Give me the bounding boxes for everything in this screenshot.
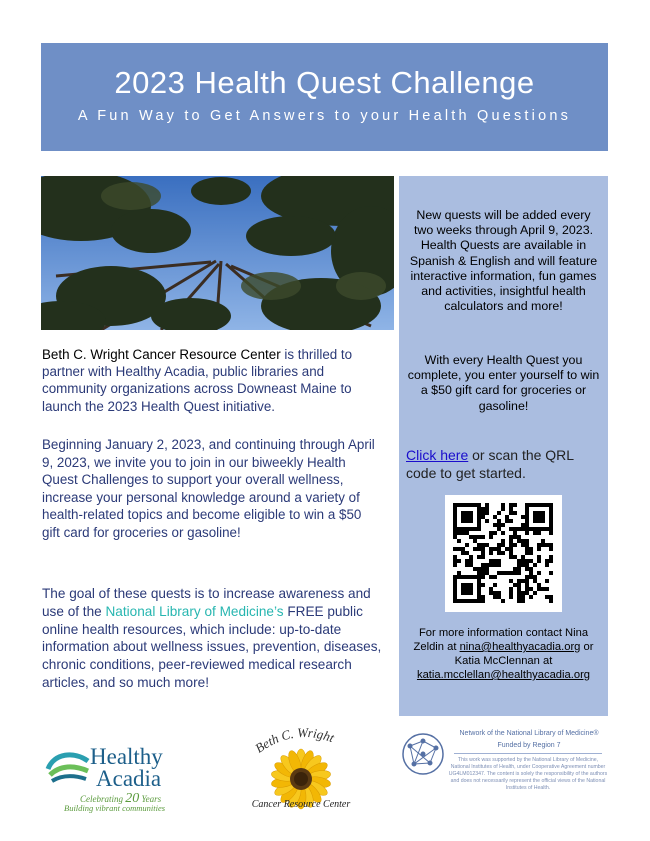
email-link-katia[interactable]: katia.mcclellan@healthyacadia.org [416,669,591,681]
qr-code[interactable] [445,495,562,612]
network-globe-icon [400,731,446,777]
contact-info: For more information contact Nina Zeldin at nina@healthyacadia.org or Katia McClennan at katia.mcclellan@healthyacadia.org [413,627,594,681]
page-subtitle: A Fun Way to Get Answers to your Health Questions [77,108,572,124]
bw-bottom-text: Cancer Resource Center [251,799,351,810]
org-name: Beth C. Wright Cancer Resource Center [42,347,281,362]
healthy-acadia-logo [44,743,184,813]
quests-info: New quests will be added every two weeks through April 9, 2023. Health Quests are available in Spanish & English and will feature interactive information, fun games and activities, insightful health calculators and more! [409,208,598,314]
invite-paragraph: Beginning January 2, 2023, and continuing through April 9, 2023, we invite you to join in our biweekly Health Quest Challenges to support your overall wellness, increase your personal knowledge around a variety of health-related topics and become eligible to win a $50 gift card for groceries or gasoline! [42,437,375,540]
ha-word2: Acadia [96,766,162,791]
nlm-disclaimer: This work was supported by the National Library of Medicine, National Institutes of Health, under Cooperative Agreement number UG4LM012347. The content is solely the responsibility of the authors and does not necessarily represent the official views of the National Institutes of Health. [448,757,608,791]
info-sidebar [399,176,608,716]
page-title: 2023 Health Quest Challenge [114,65,535,100]
click-here-link[interactable]: Click here [406,447,469,463]
nlm-network-logo [398,725,608,805]
email-link-nina[interactable]: nina@healthyacadia.org [459,641,581,653]
qr-code-image [445,495,562,612]
prize-info: With every Health Quest you complete, you enter yourself to win a $50 gift card for groceries or gasoline! [407,353,600,413]
nlm-divider [454,753,602,754]
forest-canopy-photo [41,176,394,330]
wave-icon [44,747,94,787]
beth-wright-logo [240,723,362,813]
header-banner [41,43,608,151]
goal-paragraph: The goal of these quests is to increase awareness and use of the National Library of Medicine’s FREE public online health resources, which include: up-to-date information about wellness issues, prevention, diseases, chronic conditions, peer-reviewed medical research articles, and so much more! [42,586,382,690]
intro-paragraph: Beth C. Wright Cancer Resource Center is thrilled to partner with Healthy Acadia, public libraries and community organizations across Downeast Maine to launch the 2023 Health Quest initiative. [42,347,353,414]
ha-word1: Healthy [90,744,163,769]
nlm-link[interactable]: National Library of Medicine’s [105,603,284,619]
get-started-line: Click here or scan the QRL code to get started. [406,447,574,481]
ha-tagline1: Celebrating 20 Years [80,791,162,806]
svg-text:Beth C. Wright: Beth C. Wright [252,724,337,756]
nlm-heading: Network of the National Library of Medicine® Funded by Region 7 [459,730,599,749]
ha-tagline2: Building vibrant communities [64,803,166,813]
